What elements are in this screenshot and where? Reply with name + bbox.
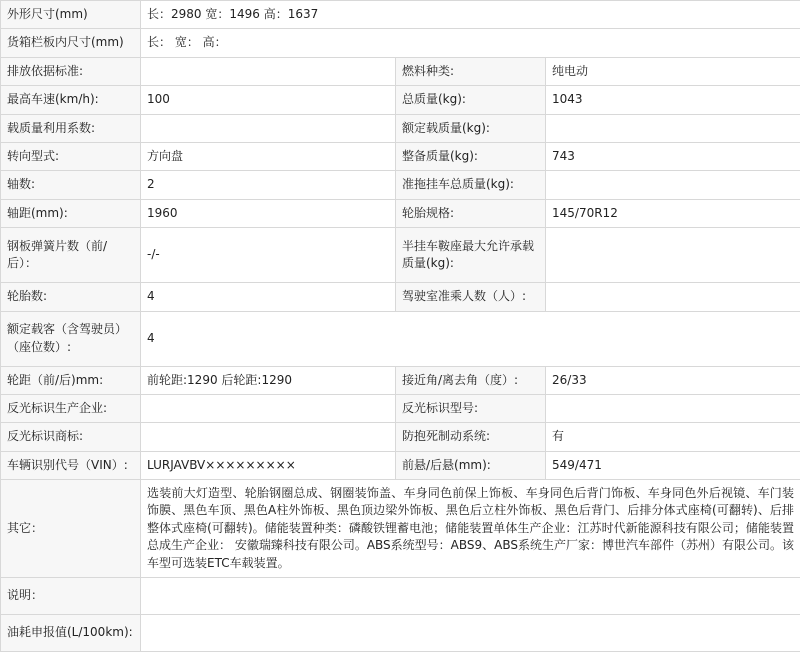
table-row [1, 311, 800, 366]
table-row [1, 171, 800, 199]
table-row [1, 57, 800, 85]
spec-label-cell: 接近角/离去角（度）: [396, 366, 546, 394]
spec-value-cell [546, 171, 800, 199]
spec-label-cell: 额定载客（含驾驶员）（座位数）: [1, 311, 141, 366]
spec-label-cell: 轮距（前/后)mm: [1, 366, 141, 394]
spec-value-cell: 4 [141, 283, 396, 311]
spec-label-cell: 准拖挂车总质量(kg): [396, 171, 546, 199]
spec-label-cell: 载质量利用系数: [1, 114, 141, 142]
table-row [1, 451, 800, 479]
spec-value-cell [141, 57, 396, 85]
spec-label-cell: 其它： [1, 480, 141, 578]
spec-value-cell: 145/70R12 [546, 199, 800, 227]
spec-value-cell: 26/33 [546, 366, 800, 394]
spec-value-cell [141, 394, 396, 422]
spec-value-cell: 方向盘 [141, 142, 396, 170]
spec-table-body [1, 1, 800, 652]
spec-value-cell [141, 114, 396, 142]
spec-label-cell: 反光标识商标: [1, 423, 141, 451]
spec-label-cell: 驾驶室准乘人数（人）: [396, 283, 546, 311]
spec-label-cell: 整备质量(kg): [396, 142, 546, 170]
spec-label-cell: 轮胎数: [1, 283, 141, 311]
spec-value-cell: 长：2980 宽：1496 高：1637 [141, 1, 800, 29]
table-row [1, 578, 800, 615]
table-row [1, 394, 800, 422]
spec-value-cell [546, 228, 800, 283]
table-row [1, 228, 800, 283]
spec-value-cell: 纯电动 [546, 57, 800, 85]
spec-label-cell: 外形尺寸(mm) [1, 1, 141, 29]
spec-value-cell: 选装前大灯造型、轮胎钢圈总成、钢圈装饰盖、车身同色前保上饰板、车身同色后背门饰板、车身同色外后视镜、车门装饰膜、黑色车顶、黑色A柱外饰板、黑色顶边梁外饰板、黑色后立柱外饰板、黑色后背门、后排分体式座椅(可翻转)、后排整体式座椅(可翻转)。储能装置种类：磷酸铁锂蓄电池；储能装置单体生产企业：江苏时代新能源科技有限公司；储能装置总成生产企业： 安徽瑞臻科技有限公司。ABS系统型号：ABS9、ABS系统生产厂家：博世汽车部件（苏州）有限公司。该车型可选装ETC车载装置。 [141, 480, 800, 578]
spec-label-cell: 货箱栏板内尺寸(mm) [1, 29, 141, 57]
spec-value-cell: 549/471 [546, 451, 800, 479]
table-row [1, 29, 800, 57]
spec-value-cell [546, 114, 800, 142]
spec-value-cell [141, 578, 800, 615]
spec-value-cell [546, 283, 800, 311]
spec-value-cell: 2 [141, 171, 396, 199]
spec-value-cell: 前轮距:1290 后轮距:1290 [141, 366, 396, 394]
spec-value-cell: 4 [141, 311, 800, 366]
spec-label-cell: 轴数: [1, 171, 141, 199]
spec-value-cell [141, 423, 396, 451]
spec-label-cell: 轴距(mm): [1, 199, 141, 227]
spec-label-cell: 说明： [1, 578, 141, 615]
table-row [1, 199, 800, 227]
table-row [1, 142, 800, 170]
spec-label-cell: 最高车速(km/h): [1, 86, 141, 114]
spec-label-cell: 排放依据标准: [1, 57, 141, 85]
spec-value-cell [546, 394, 800, 422]
table-row [1, 615, 800, 652]
table-row [1, 86, 800, 114]
spec-value-cell: LURJAVBV××××××××× [141, 451, 396, 479]
table-row [1, 114, 800, 142]
table-row [1, 283, 800, 311]
spec-value-cell: 100 [141, 86, 396, 114]
spec-label-cell: 额定载质量(kg): [396, 114, 546, 142]
spec-label-cell: 前悬/后悬(mm): [396, 451, 546, 479]
table-row [1, 480, 800, 578]
spec-value-cell: 1043 [546, 86, 800, 114]
spec-value-cell: 长： 宽： 高： [141, 29, 800, 57]
spec-label-cell: 半挂车鞍座最大允许承载质量(kg): [396, 228, 546, 283]
spec-label-cell: 车辆识别代号（VIN）: [1, 451, 141, 479]
spec-label-cell: 钢板弹簧片数（前/后）： [1, 228, 141, 283]
table-row [1, 1, 800, 29]
spec-label-cell: 油耗申报值(L/100km): [1, 615, 141, 652]
spec-label-cell: 反光标识生产企业: [1, 394, 141, 422]
spec-label-cell: 燃料种类: [396, 57, 546, 85]
spec-label-cell: 反光标识型号: [396, 394, 546, 422]
spec-value-cell: 743 [546, 142, 800, 170]
spec-value-cell [141, 615, 800, 652]
spec-value-cell: 1960 [141, 199, 396, 227]
spec-value-cell: 有 [546, 423, 800, 451]
table-row [1, 423, 800, 451]
spec-label-cell: 轮胎规格: [396, 199, 546, 227]
spec-value-cell: -/- [141, 228, 396, 283]
table-row [1, 366, 800, 394]
spec-label-cell: 转向型式: [1, 142, 141, 170]
spec-label-cell: 总质量(kg): [396, 86, 546, 114]
spec-label-cell: 防抱死制动系统: [396, 423, 546, 451]
